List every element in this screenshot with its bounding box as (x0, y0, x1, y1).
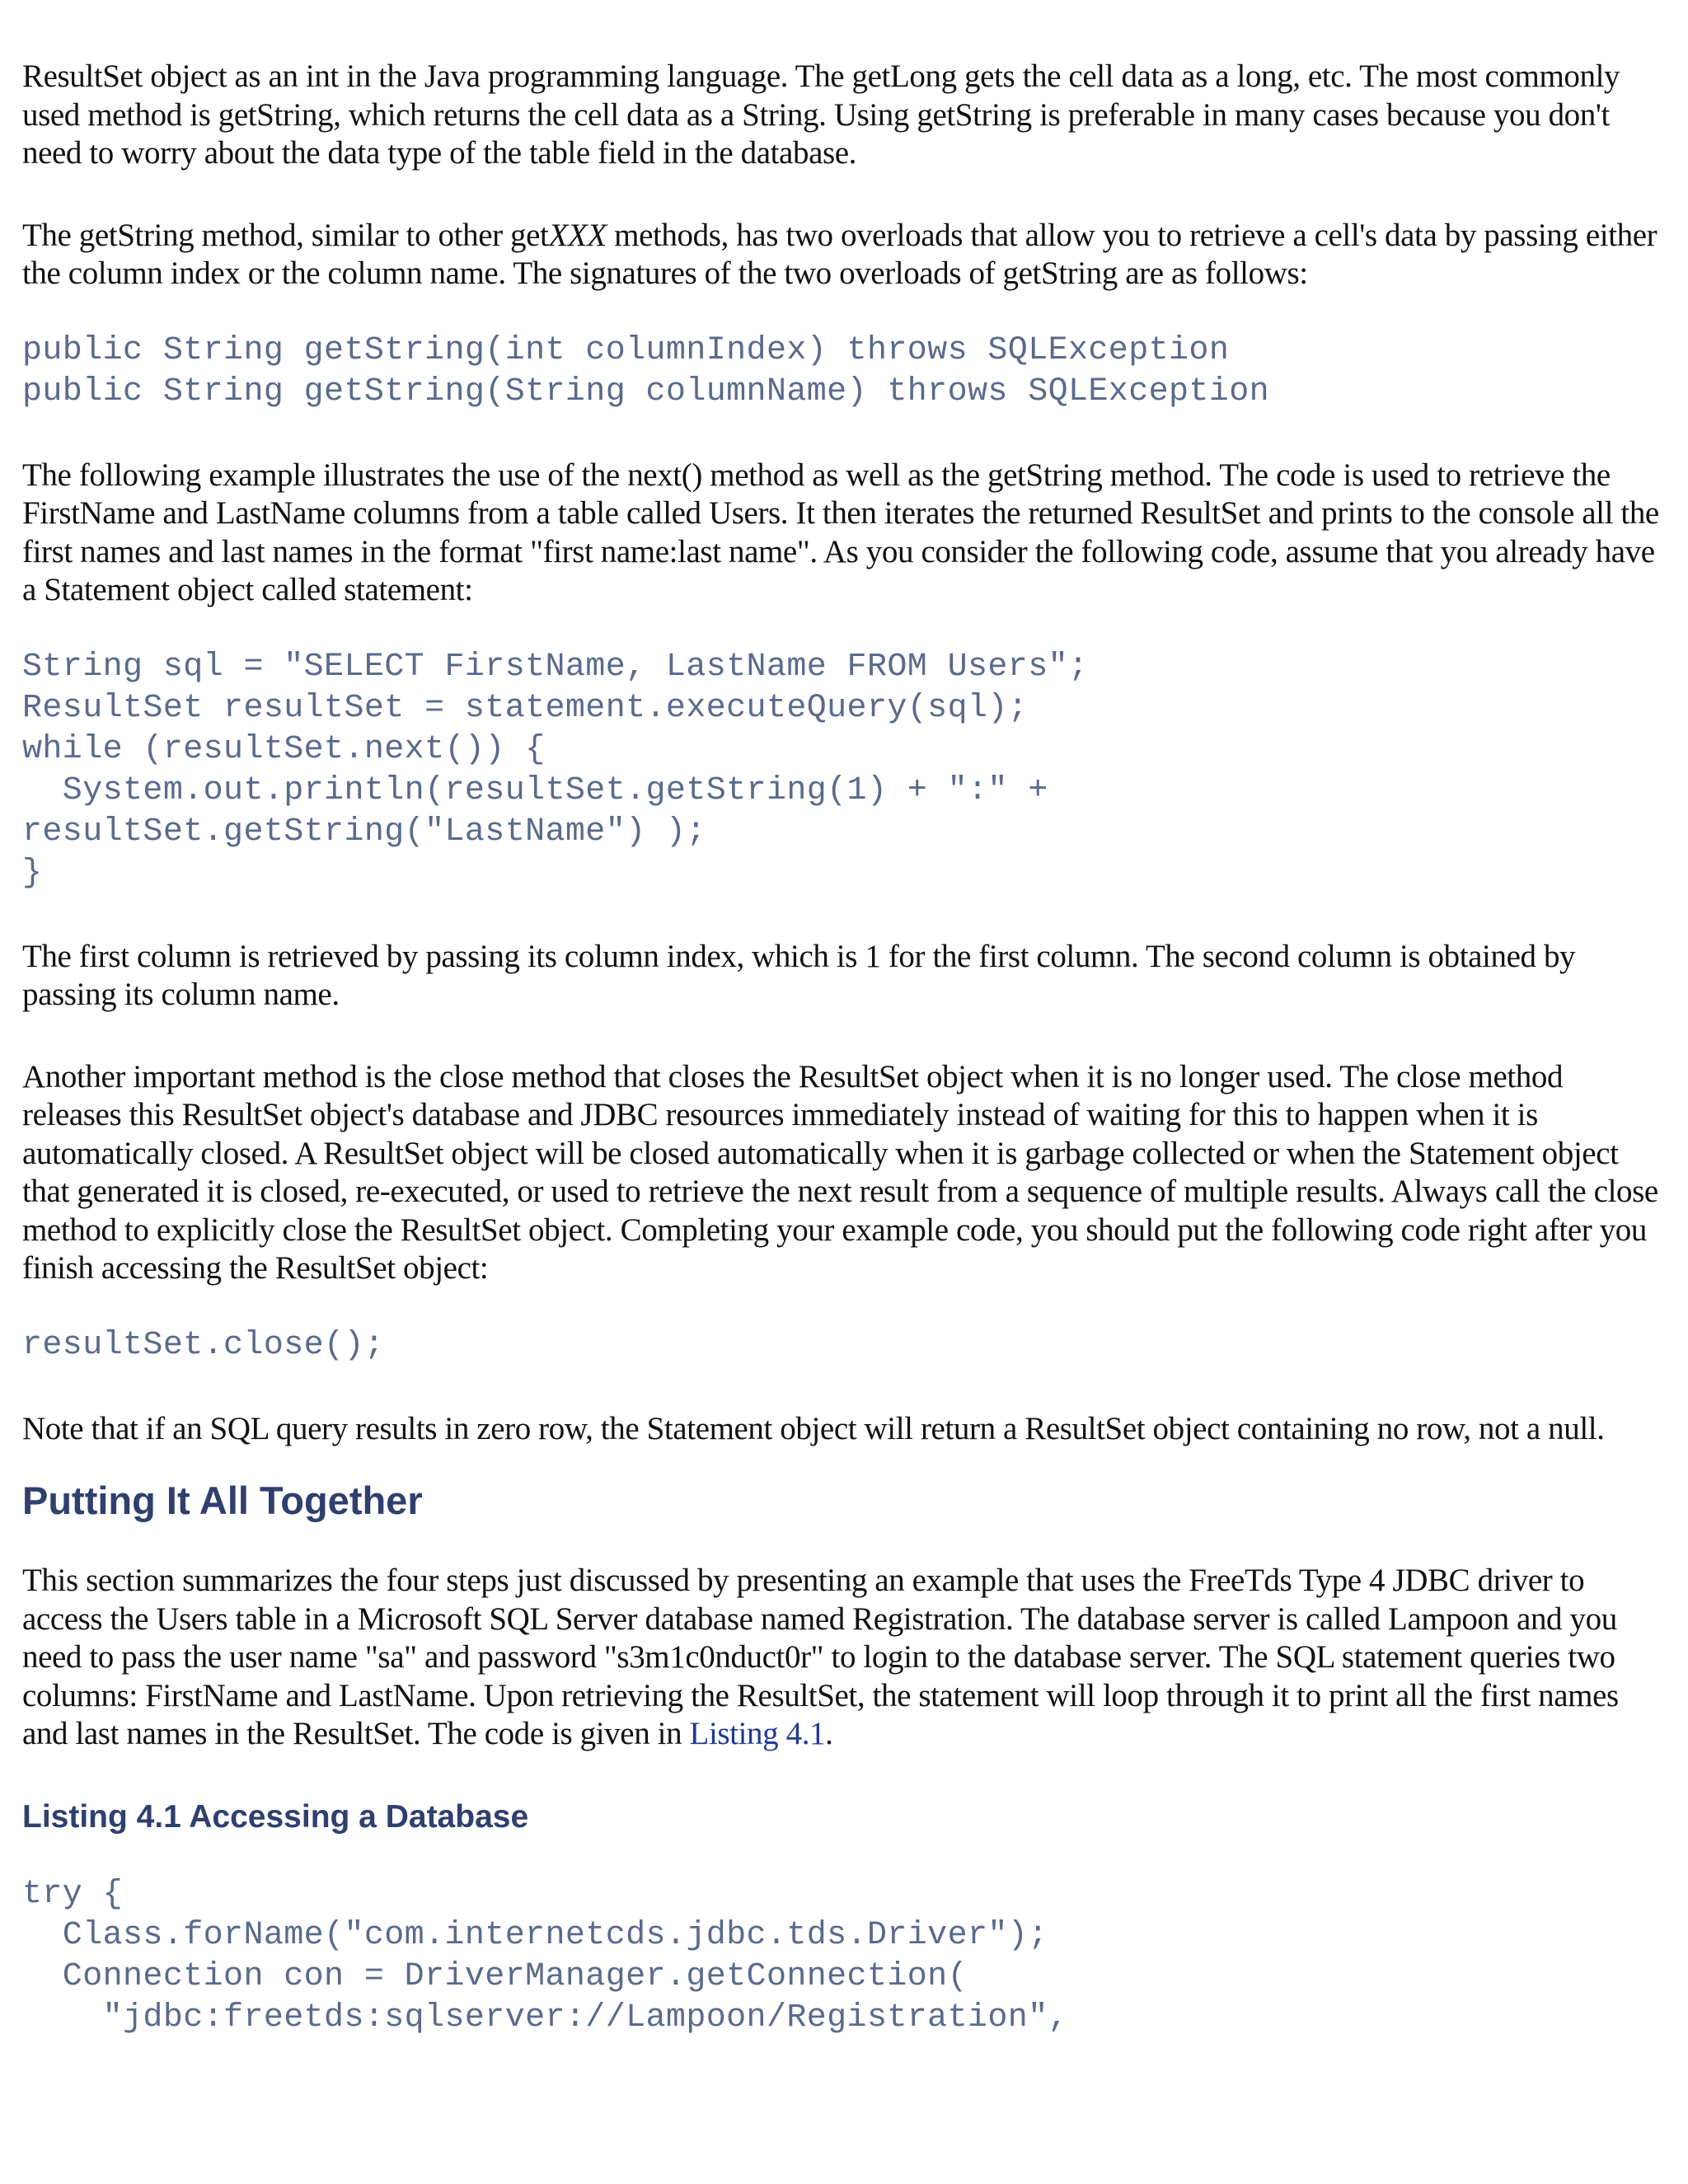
code-select-users: String sql = "SELECT FirstName, LastName FROM Users"; ResultSet resultSet = statement.executeQuery(sql); while (resultSet.next()) { System.out.println(resultSet.getString(1) + ":" + resultSet.getString("LastName") ); } (22, 648, 1089, 892)
code-resultset-close: resultSet.close(); (22, 1326, 385, 1364)
paragraph-resultset-int: ResultSet object as an int in the Java programming language. The getLong gets the cell data as a long, etc. The most commonly used method is getString, which returns the cell data as a String. Using getString is preferable in many cases because you don't need to worry about the data type of the table field in the database. (22, 59, 1620, 171)
paragraph-putting-together (22, 1562, 1662, 1754)
listing-link[interactable]: Listing 4.1 (689, 1716, 826, 1751)
paragraph-next-example: The following example illustrates the use of the next() method as well as the getString method. The code is used to retrieve the FirstName and LastName columns from a table called Users. It then iterates the returned ResultSet and prints to the console all the first names and last names in the format "first name:last name". As you consider the following code, assume that you already have a Statement object called statement: (22, 457, 1659, 607)
paragraph-putting-together-end: . (825, 1716, 833, 1751)
paragraph-getstring-before: The getString method, similar to other get (22, 217, 549, 253)
document-page (22, 58, 1662, 2039)
paragraph-getstring-italic: XXX (548, 217, 607, 253)
code-getstring-signatures: public String getString(int columnIndex) throws SQLException public String getString(String columnName) throws SQLException (22, 331, 1270, 410)
paragraph-zero-row-note: Note that if an SQL query results in zero row, the Statement object will return a ResultSet object containing no row, not a null. (22, 1410, 1605, 1446)
paragraph-getstring-after: methods, has two overloads that allow you to retrieve a cell's data by passing either the column index or the column name. The signatures of the two overloads of getString are as follows: (22, 217, 1658, 291)
listing-title: Listing 4.1 Accessing a Database (22, 1798, 529, 1835)
paragraph-close-method: Another important method is the close method that closes the ResultSet object when it is no longer used. The close method releases this ResultSet object's database and JDBC resources immediately instead of waiting for this to happen when it is automatically closed. A ResultSet object will be closed automatically when it is garbage collected or when the Statement object that generated it is closed, re-executed, or used to retrieve the next result from a sequence of multiple results. Always call the close method to explicitly close the ResultSet object. Completing your example code, you should put the following code right after you finish accessing the ResultSet object: (22, 1058, 1658, 1286)
code-listing-4-1: try { Class.forName("com.internetcds.jdbc.tds.Driver"); Connection con = DriverManager.getConnection( "jdbc:freetds:sqlserver://Lampoon/Registration", (22, 1875, 1069, 2036)
paragraph-putting-together-text: This section summarizes the four steps just discussed by presenting an example that uses the FreeTds Type 4 JDBC driver to access the Users table in a Microsoft SQL Server database named Registration. The database server is called Lampoon and you need to pass the user name "sa" and password "s3m1c0nduct0r" to login to the database server. The SQL statement queries two columns: FirstName and LastName. Upon retrieving the ResultSet, the statement will loop through it to print all the first names and last names in the ResultSet. The code is given in (22, 1563, 1619, 1751)
section-heading: Putting It All Together (22, 1479, 423, 1522)
paragraph-column-index: The first column is retrieved by passing its column index, which is 1 for the first column. The second column is obtained by passing its column name. (22, 938, 1576, 1012)
paragraph-getstring-overloads (22, 217, 1662, 293)
